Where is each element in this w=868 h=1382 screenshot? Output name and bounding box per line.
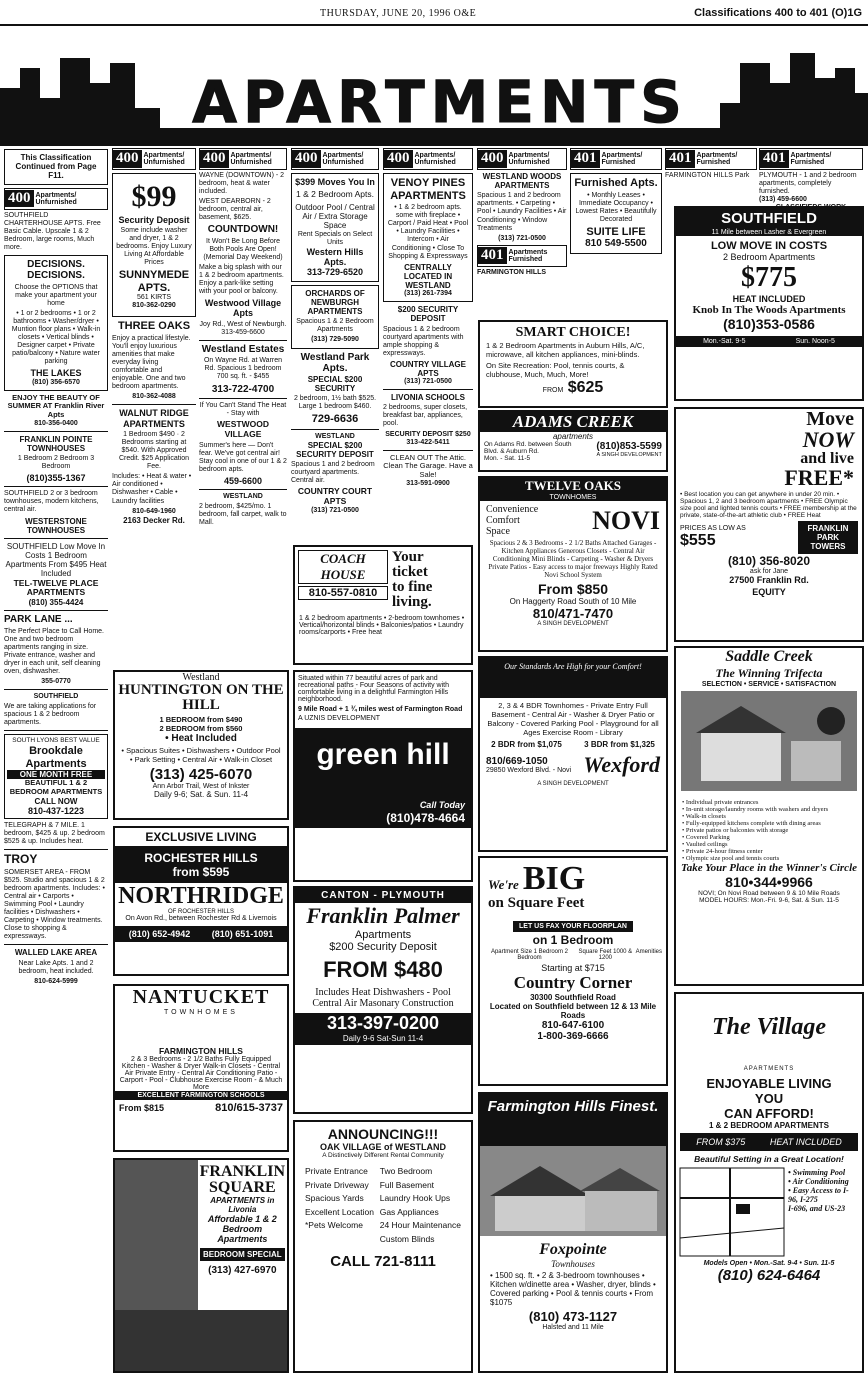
coach-house-phone: 810-557-0810 [298, 586, 388, 600]
smart-choice-ad [478, 320, 668, 408]
village-map [680, 1168, 784, 1256]
huntington-heat: • Heat Included [165, 733, 237, 744]
smart-choice-price: $625 [567, 379, 604, 396]
knob-in-the-woods-ad [674, 206, 864, 401]
oak-village-right [380, 1165, 461, 1247]
adams-creek-ad [478, 410, 668, 472]
oak-village-call: CALL 721-8111 [330, 1252, 436, 1270]
foxpointe-photo [480, 1146, 666, 1236]
fax-floorplan: LET US FAX YOUR FLOORPLAN [513, 921, 633, 932]
westland-park-phone: 729-6636 [311, 412, 359, 425]
lakes-title: THE LAKES [30, 368, 82, 379]
knob-hours [676, 336, 862, 347]
space: Space [486, 526, 510, 537]
knob-hours-weekday: Mon.-Sat. 9-5 [703, 338, 746, 345]
free-word: FREE* [784, 465, 854, 490]
column-2: 400 Apartments/ Unfurnished $99 Security Deposit Some include washer and dryer, 1 & 2 bedrooms. Enjoy Luxury Living At Affordable Prices SUNNYMEDE APTS. 561 KIRTS 810-362-0290 THREE OAKS Enjoy a practical lifestyle. You'll enjoy luxurious amenities that make everyday living comfortable and enjoyable. One and two bedroom apartments. 810-362-4088 WALNUT RIDGE APARTMENTS 1 Bedroom $490 · 2 Bedrooms starting at $540. With Approved Credit. $25 Application Fee. Includes: • Heat & water • Air conditioned • Dishwasher • Cable • Laundry facilities 810-649-1960 2163 Decker Rd. [112, 146, 196, 666]
franklin-square-phone: (313) 427-6970 [208, 1265, 277, 1276]
category-number: 401 [760, 150, 789, 167]
foxpointe-head: Farmington Hills Finest. [480, 1094, 666, 1146]
comfort: Comfort [486, 515, 520, 526]
saddle-creek-ad: Saddle Creek The Winning Trifecta SELECTION • SERVICE • SATISFACTION • Individual private entrances • In-unit storage/laundry rooms with washers and dryers • Walk-in closets • Fully-equipped kitchens complete with dining areas • Private patios or balconies with storage • Covered Parking • Vaulted ceilings • Private 24-hour fitness center • Olympic size pool and tennis courts Take Your Place in the Winner's Circle 810•344•9966 NOVI; On Novi Road between 9 & 10 Mile Roads MODEL HOURS: Mon.-Fri. 9-6, Sat. & Sun. 11-5 [674, 646, 864, 986]
category-header [759, 148, 863, 170]
call-today: Call Today [419, 800, 465, 810]
northridge-sub: OF ROCHESTER HILLS [167, 909, 234, 916]
country-corner-loc: Located on Southfield between 12 & 13 Mile Roads [489, 1002, 657, 1020]
column-9 [759, 146, 863, 206]
westland-towers-special: SPECIAL $200 SECURITY DEPOSIT [296, 440, 374, 459]
western-features: Outdoor Pool / Central Air / Extra Storage Space [295, 203, 375, 231]
franklin-square-ad [113, 1158, 289, 1373]
decisions-title: DECISIONS. DECISIONS. [27, 258, 85, 282]
village-feature: I-696, and US-23 [788, 1204, 846, 1213]
huntington-title: HUNTINGTON ON THE HILL [118, 682, 284, 713]
brookdale-month: ONE MONTH FREE [7, 770, 105, 779]
country-corner-phone1: 810-647-6100 [541, 1020, 605, 1031]
clean-out-ad: CLEAN OUT The Attic. Clean The Garage. Have a Sale! [383, 452, 473, 479]
adams-creek-title: ADAMS CREEK [480, 412, 666, 432]
column-5: 400 Apartments/ Unfurnished VENOY PINES APARTMENTS • 1 & 2 bedroom apts. some with fireplace • Carport / Paid Heat • Pool • Laundry Facilities • Intercom • Air Conditioning • Close To Shopping & Expressways CENTRALLY LOCATED IN WESTLAND (313) 261-7394 $200 SECURITY DEPOSIT Spacious 1 & 2 bedroom courtyard apartments with ample shopping & expressways. COUNTRY VILLAGE APTS (313) 721-0500 LIVONIA SCHOOLS 2 bedrooms, super closets, breakfast bar, appliances, pool. SECURITY DEPOSIT $250 313-422-5411 CLEAN OUT The Attic. Clean The Garage. Have a Sale! 313-591-0900 [383, 146, 473, 541]
venoy-location: CENTRALLY LOCATED IN WESTLAND [403, 262, 453, 290]
village-phone: (810) 624-6464 [717, 1267, 821, 1284]
column-4: 400 Apartments/ Unfurnished $399 Moves You In 1 & 2 Bedroom Apts. Outdoor Pool / Central Air / Extra Storage Space Rent Specials on Select Units Western Hills Apts. 313-729-6520 ORCHARDS OF NEWBURGH APARTMENTS Spacious 1 & 2 Bedroom Apartments (313) 729-5090 Westland Park Apts. SPECIAL $200 SECURITY 2 bedroom, 1½ bath $525. Large 1 bedroom $460. 729-6636 WESTLAND SPECIAL $200 SECURITY DEPOSIT Spacious 1 and 2 bedroom courtyard apartments. Central air. COUNTRY COURT APTS (313) 721-0500 [291, 146, 379, 541]
category-number: 400 [200, 150, 229, 167]
westland-park: Westland Park Apts. [300, 351, 370, 374]
westland-towers: WESTLAND [315, 432, 355, 440]
twelve-oaks-body: Spacious 2 & 3 Bedrooms - 2 1/2 Baths Attached Garages - Kitchen Appliances Generous Closets - Central Air Conditioning Mini Blinds - Carpeting - Washer & Dryers Private Patios - Easy access to major freeways Highly Rated Novi School System [488, 539, 658, 579]
category-number: 401 [478, 247, 507, 264]
village-sub: APARTMENTS [743, 1066, 795, 1072]
category-label: Apartments/ Unfurnished [508, 152, 550, 166]
southfield-2: SOUTHFIELD [33, 693, 79, 701]
country-village-phone: (313) 721-0500 [404, 378, 452, 386]
walled-lake-phone: 810-624-5999 [34, 977, 78, 985]
starting-at: Starting at $715 [541, 963, 605, 973]
smart-choice-title: SMART CHOICE! [515, 325, 631, 340]
ninety-nine-price: $99 [131, 180, 177, 213]
enjoyable-living: ENJOYABLE LIVING [706, 1076, 832, 1091]
oak-village-left [305, 1165, 374, 1247]
knob-hours-sunday: Sun. Noon-5 [795, 338, 835, 345]
country-corner-phone2: 1-800-369-6666 [537, 1031, 609, 1042]
category-header [199, 148, 287, 170]
nantucket-ad [113, 984, 289, 1152]
wexford-ad [478, 656, 668, 852]
nantucket-from: From $815 [119, 1103, 165, 1113]
westland-security: $200 SECURITY DEPOSIT [397, 305, 459, 324]
saddle-creek-sub: SELECTION • SERVICE • SATISFACTION [701, 681, 837, 688]
header-date: THURSDAY, JUNE 20, 1996 O&E [320, 8, 477, 19]
brookdale-city: SOUTH LYONS BEST VALUE [12, 737, 100, 745]
category-header [477, 148, 567, 170]
foxpointe-sub: Townhouses [551, 1259, 595, 1269]
twelve-oaks-phone: 810/471-7470 [532, 606, 614, 621]
category-number: 400 [292, 150, 321, 167]
venoy-phone: (313) 261-7394 [404, 290, 452, 298]
franklin-park-price: $555 [680, 532, 716, 549]
wexford-2bdr: 2 BDR from $1,075 [491, 740, 562, 749]
nantucket-sub: TOWNHOMES [164, 1009, 238, 1016]
two-bed: 2 Bedroom Apartments [722, 252, 816, 262]
village-feature: • Swimming Pool [788, 1168, 846, 1177]
category-header [291, 148, 379, 170]
foxpointe-ad [478, 1092, 668, 1373]
apartments-banner [0, 28, 868, 146]
feature-item: Two Bedroom [379, 1166, 433, 1176]
moves-you-in: $399 Moves You In [295, 177, 375, 187]
franklin-palmer-sub: Apartments [354, 929, 412, 941]
column-6: 400 Apartments/ Unfurnished WESTLAND WOODS APARTMENTS Spacious 1 and 2 bedroom apartments. • Carpeting • Pool • Laundry Facilities • Air Conditioning • Window Treatments (313) 721-0500 401 Apartments Furnished FARMINGTON HILLS [477, 146, 567, 316]
livonia-deposit: SECURITY DEPOSIT $250 [385, 430, 471, 438]
franklin-square-sub: APARTMENTS in Livonia [210, 1196, 275, 1214]
rochester-hills: ROCHESTER HILLS [144, 851, 258, 865]
huntington-phone: (313) 425-6070 [149, 766, 253, 783]
plymouth: PLYMOUTH - 1 and 2 bedroom apartments, completely furnished. [759, 172, 857, 196]
wexford-head: Our Standards Are High for your Comfort! [480, 658, 666, 698]
huntington-city: Westland [182, 672, 220, 683]
twelve-oaks-from: From $850 [537, 581, 609, 597]
village-feature: • Air Conditioning [788, 1177, 849, 1186]
feature-item: Private Entrance [305, 1166, 368, 1176]
franklin-palmer-hours: Daily 9-6 Sat-Sun 11-4 [295, 1034, 471, 1045]
tagline-your: Your [392, 549, 424, 565]
page-header [0, 0, 868, 26]
adams-creek-dev: A SINGH DEVELOPMENT [596, 452, 662, 458]
category-header [665, 148, 757, 170]
southfield-title: SOUTHFIELD [676, 208, 862, 229]
category-number: 400 [113, 150, 142, 167]
on-1-bedroom: on 1 Bedroom [532, 933, 614, 947]
green-hill-ad [293, 670, 473, 882]
column-3: 400 Apartments/ Unfurnished WAYNE (DOWNTOWN) - 2 bedroom, heat & water included. WEST DEARBORN - 2 bedroom, central air, basement, $625. COUNTDOWN! It Won't Be Long Before Both Pools Are Open! (Memorial Day Weekend) Make a big splash with our 1 & 2 bedroom apartments. Enjoy a park-like setting with your pool or balcony. Westwood Village Apts Joy Rd., West of Newburgh. 313-459-6600 Westland Estates On Wayne Rd. at Warren Rd. Spacious 1 bedroom 700 sq. ft. - $455 313-722-4700 If You Can't Stand The Heat - Stay with WESTWOOD VILLAGE Summer's here — Don't fear. We've got central air! Stay cool in one of our 1 & 2 bedroom apts. 459-6600 WESTLAND 2 bedroom, $425/mo. 1 bedroom, fall carpet, walk to Mall. [199, 146, 287, 666]
western-beds: 1 & 2 Bedroom Apts. [296, 189, 374, 200]
coach-house-name: COACH HOUSE [298, 550, 388, 584]
knob-name: Knob In The Woods Apartments [692, 304, 846, 316]
adams-creek-phone: (810)853-5599 [596, 441, 662, 452]
country-corner-addr: 30300 Southfield Road [530, 993, 616, 1002]
category-label: Apartments/ Unfurnished [35, 191, 77, 206]
oak-village-sub: A Distinctively Different Rental Community [322, 1152, 444, 1159]
wexford-body: 2, 3 & 4 BDR Townhomes - Private Entry Full Basement - Central Air - Washer & Dryer Patio or Balcony - Covered Parking Pool - Playground for all Ages Exercise Room - Library [487, 701, 659, 737]
nantucket-title: NANTUCKET [132, 986, 270, 1008]
westerstone: WESTERSTONE TOWNHOUSES [25, 516, 87, 535]
feature-item: *Pets Welcome [305, 1220, 363, 1231]
country-village: COUNTRY VILLAGE APTS [389, 359, 466, 378]
big-word: BIG [522, 860, 586, 897]
walled-lake: WALLED LAKE AREA [14, 948, 98, 958]
category-number: 401 [666, 150, 695, 167]
category-label: Apartments/ Furnished [790, 152, 832, 166]
northridge-logo: NORTHRIDGE [118, 883, 284, 909]
western-hills: Western Hills Apts. [306, 246, 364, 268]
feature-item: Custom Blinds [379, 1233, 435, 1244]
sunnymede: SUNNYMEDE APTS. [118, 269, 190, 294]
westwood-village-phone: 459-6600 [223, 475, 263, 486]
square-feet: on Square Feet [488, 895, 585, 911]
coach-house-ad [293, 545, 473, 665]
feature-item: Gas Appliances [379, 1206, 439, 1217]
suite-life-phone: 810 549-5500 [585, 238, 647, 250]
huntington-1bed: 1 BEDROOM from $490 [159, 715, 243, 724]
exclusive-living: EXCLUSIVE LIVING [115, 828, 287, 847]
coach-house-features: 1 & 2 bedroom apartments • 2-bedroom townhomes • Vertical/horizontal blinds • Balconies/patios • Laundry rooms/carports • Free heat [299, 615, 465, 636]
village-heat: HEAT INCLUDED [769, 1137, 842, 1147]
furnished-apts: Furnished Apts. [574, 177, 658, 189]
brookdale-phone: 810-437-1223 [27, 805, 85, 816]
country-corner: Country Corner [513, 973, 633, 992]
tagline-to-fine: to fine [392, 579, 433, 595]
nantucket-phone: 810/615-3737 [215, 1102, 283, 1114]
brookdale-call: CALL NOW [34, 796, 78, 806]
winning-trifecta: The Winning Trifecta [715, 666, 823, 680]
from-label: FROM [542, 387, 564, 394]
plymouth-phone: (313) 459-6600 [759, 196, 807, 204]
troy: TROY [4, 852, 38, 867]
huntington-features: • Spacious Suites • Dishwashers • Outdoor Pool • Park Setting • Central Air • Walk-in Closet [121, 746, 281, 764]
franklin-palmer-ad [293, 886, 473, 1114]
category-number: 400 [384, 150, 413, 167]
category-number: 400 [478, 150, 507, 167]
knob-price: $775 [741, 262, 797, 293]
category-label: Apartments/ Unfurnished [230, 152, 272, 166]
green-hill-location: 9 Mile Road + 1 ¾ miles west of Farmington Road [298, 706, 463, 713]
now-word: NOW [802, 427, 854, 452]
move-word: Move [806, 408, 854, 430]
foxpointe-features: • 1500 sq. ft. • 2 & 3-bedroom townhouses • Kitchen w/dinette area • Washer, dryer, blinds • Covered parking • Pool & tennis courts • From $1075 [490, 1271, 656, 1307]
were-word: We're [488, 877, 519, 892]
smart-choice-line2: On Site Recreation: Pool, tennis courts, & clubhouse, Much, Much, More! [486, 361, 625, 379]
village-setting: Beautiful Setting in a Great Location! [694, 1154, 844, 1164]
orchards-phone: (313) 729-5090 [311, 336, 359, 344]
banner-title: APARTMENTS [192, 68, 688, 136]
knob-phone: (810)353-0586 [723, 316, 815, 332]
park-lane: PARK LANE ... [4, 614, 73, 626]
walnut-ridge: WALNUT RIDGE APARTMENTS [119, 408, 189, 429]
announcing: ANNOUNCING!!! [327, 1126, 439, 1142]
westland-estates: Westland Estates [201, 343, 285, 355]
bedroom-special: BEDROOM SPECIAL [200, 1248, 285, 1261]
enjoy-ad: ENJOY THE BEAUTY OF SUMMER AT Franklin River Apts [7, 392, 105, 419]
livonia-phone: 313-422-5411 [406, 438, 450, 446]
saddle-creek-photo [681, 691, 857, 791]
franklin-palmer-sec: $200 Security Deposit [329, 941, 437, 953]
wexford-dev: A SINGH DEVELOPMENT [537, 781, 609, 787]
westland-3: WESTLAND [223, 493, 263, 501]
can-afford: CAN AFFORD! [724, 1106, 814, 1121]
rent-specials: Rent Specials on Select Units [297, 230, 373, 246]
farmington-schools: EXCELLENT FARMINGTON SCHOOLS [115, 1091, 287, 1100]
feature-item: Laundry Hook Ups [379, 1193, 451, 1204]
canton-plymouth: CANTON - PLYMOUTH [295, 888, 471, 903]
farmington-hills-furnished: FARMINGTON HILLS [477, 268, 547, 276]
wexford-phone: 810/669-1050 [486, 756, 548, 767]
category-header [112, 148, 196, 170]
park-lane-phone: 355-0770 [41, 678, 71, 686]
category-number: 401 [571, 150, 600, 167]
green-hill-dev: A UZNIS DEVELOPMENT [298, 715, 381, 722]
you: YOU [754, 1091, 784, 1106]
novi: NOVI [592, 505, 660, 535]
enjoy-phone: 810-356-0400 [34, 419, 78, 427]
southfield-low-move: SOUTHFIELD Low Move In Costs 1 Bedroom Apartments From $495 Heat Included [5, 541, 107, 579]
saddle-creek-loc: NOVI; On Novi Road between 9 & 10 Mile Roads [698, 890, 840, 897]
wexford-addr: 29850 Wexford Blvd. - Novi [486, 767, 572, 774]
country-court: COUNTRY COURT APTS [297, 486, 373, 506]
foxpointe-phone: (810) 473-1127 [528, 1309, 618, 1324]
saddle-creek-place: Take Your Place in the Winner's Circle [680, 862, 858, 874]
livonia-schools: LIVONIA SCHOOLS [391, 393, 465, 403]
sunnymede-phone: 810-362-0290 [132, 302, 176, 310]
franklin-park-addr: 27500 Franklin Rd. [729, 575, 809, 585]
adams-creek-hours: Mon. - Sat. 11-5 [484, 455, 531, 462]
westland-woods: WESTLAND WOODS APARTMENTS [482, 172, 562, 191]
huntington-hours: Daily 9-6; Sat. & Sun. 11-4 [153, 790, 249, 799]
brookdale-name: Brookdale Apartments [25, 744, 87, 770]
saddle-creek-hours: MODEL HOURS: Mon.-Fri. 9-6, Sat. & Sun. 11-5 [699, 897, 839, 904]
lakes-phone: (810) 356-6570 [32, 378, 80, 386]
category-header [383, 148, 473, 170]
twelve-oaks-sub: TOWNHOMES [480, 494, 666, 501]
orchards: ORCHARDS OF NEWBURGH APARTMENTS [305, 288, 365, 317]
the-village-logo: The Village [712, 1014, 826, 1040]
category-label: Apartments Furnished [508, 248, 548, 263]
tel-twelve-phone: (810) 355-4424 [28, 598, 84, 608]
convenience: Convenience [486, 504, 539, 515]
nantucket-city: FARMINGTON HILLS [159, 1046, 243, 1056]
adams-creek-sub: apartments [552, 432, 594, 441]
category-label: Apartments/ Unfurnished [143, 152, 185, 166]
village-from: FROM $375 [696, 1137, 746, 1147]
twelve-oaks-loc: On Haggerty Road South of 10 Mile [509, 597, 637, 606]
column-7: 401 Apartments/ Furnished Furnished Apts. • Monthly Leases • Immediate Occupancy • Lowest Rates • Beautifully Decorated SUITE LIFE 810 549-5500 [570, 146, 662, 316]
wexford-logo: Wexford [583, 752, 660, 777]
heat-included: HEAT INCLUDED [732, 294, 806, 304]
franklin-pointe-phone: (810)355-1367 [26, 473, 86, 484]
category-label: Apartments/ Unfurnished [322, 152, 364, 166]
village-hours: Models Open • Mon.-Sat. 9-4 • Sun. 11-5 [703, 1260, 835, 1267]
village-beds: 1 & 2 BEDROOM APARTMENTS [708, 1121, 829, 1130]
three-oaks: THREE OAKS [117, 320, 191, 333]
security-deposit: Security Deposit [118, 214, 190, 225]
village-feature: • Easy Access to I-96, I-275 [788, 1186, 849, 1204]
franklin-palmer-title: Franklin Palmer [306, 903, 460, 928]
nantucket-body: 2 & 3 Bedrooms - 2 1/2 Baths Fully Equipped Kitchen - Washer & Dryer Walk-in Closets - Central Air Private Entry - Central Air Conditioning Patio - Carport - Pool - Clubhouse Exercise Room - & Much More [119, 1056, 283, 1091]
header-classifications: Classifications 400 to 401 [694, 7, 828, 19]
country-corner-ad: We're BIG on Square Feet LET US FAX YOUR FLOORPLAN on 1 Bedroom Apartment Size 1 Bedroom 2 Bedroom Square Feet 1000 & 1200 Amenities Starting at $715 Country Corner 30300 Southfield Road Located on Southfield between 12 & 13 Mile Roads 810-647-6100 1-800-369-6666 [478, 856, 668, 1086]
adams-creek-location: On Adams Rd. between South Blvd. & Auburn Rd. [484, 441, 572, 455]
westland-estates-phone: 313-722-4700 [211, 383, 275, 395]
country-court-phone: (313) 721-0500 [311, 506, 359, 514]
franklin-palmer-includes: Includes Heat Dishwashers - Pool Central Air Masonary Construction [312, 987, 454, 1009]
twelve-oaks-dev: A SINGH DEVELOPMENT [537, 621, 609, 627]
tel-twelve: TEL-TWELVE PLACE APARTMENTS [13, 577, 99, 598]
brookdale-beds: BEAUTIFUL 1 & 2 BEDROOM APARTMENTS [9, 778, 103, 796]
category-label: Apartments/ Furnished [601, 152, 643, 166]
twelve-oaks-title: TWELVE OAKS [480, 478, 666, 494]
twelve-oaks-ad [478, 476, 668, 652]
category-number: 400 [5, 190, 34, 207]
clean-out-phone: 313-591-0900 [406, 479, 450, 487]
feature-item: Spacious Yards [305, 1193, 364, 1204]
westland-park-special: SPECIAL $200 SECURITY [307, 374, 363, 393]
foxpointe-name: Foxpointe [539, 1241, 607, 1258]
category-label: Apartments/ Furnished [696, 152, 738, 166]
tagline-living: living. [392, 594, 432, 610]
venoy-pines: VENOY PINES APARTMENTS [390, 177, 466, 202]
column-1: This Classification Continued from Page F11. 400 Apartments/ Unfurnished SOUTHFIELD CHARTERHOUSE APTS. Free Basic Cable. Upscale 1 & 2 Bedroom, large rooms, Much more. DECISIONS. DECISIONS. Choose the OPTIONS that make your apartment your home • 1 or 2 bedrooms • 1 or 2 bathrooms • Washer/dryer • Muntion floor plans • Walk-in closets • Vertical blinds • Designer carpet • Private patio/balcony • Nature water parking THE LAKES (810) 356-6570 ENJOY THE BEAUTY OF SUMMER AT Franklin River Apts 810-356-0400 FRANKLIN POINTE TOWNHOUSES 1 Bedroom 2 Bedroom 3 Bedroom (810)355-1367 SOUTHFIELD 2 or 3 bedroom townhouses, modern kitchens, central air. WESTERSTONE TOWNHOUSES SOUTHFIELD Low Move In Costs 1 Bedroom Apartments From $495 Heat Included TEL-TWELVE PLACE APARTMENTS (810) 355-4424 PARK LANE ... The Perfect Place to Call Home. One and two bedroom apartments ranging in size. Private entrance, washer and dryer in each unit, self cleaning oven, dishwasher. 355-0770 SOUTHFIELD We are taking applications for spacious 1 & 2 bedroom apartments. SOUTH LYONS BEST VALUE Brookdale Apartments ONE MONTH FREE BEAUTIFUL 1 & 2 BEDROOM APARTMENTS CALL NOW 810-437-1223 TELEGRAPH & 7 MILE. 1 bedroom, $425 & up. 2 bedroom $525 & up. Includes heat. TROY SOMERSET AREA - FROM $525. Studio and spacious 1 & 2 bedroom apartments. Includes: • Central air • Carports • Swimming Pool • Laundry facilities • Dishwashers • Carpeting • Window treatments. Close to shopping & expressways. WALLED LAKE AREA Near Lake Apts. 1 and 2 bedroom, heat included. 810-624-5999 [4, 146, 108, 1376]
suite-life: SUITE LIFE [586, 225, 646, 238]
franklin-square-afford: Affordable 1 & 2 Bedroom Apartments [207, 1214, 277, 1244]
franklin-palmer-price: FROM $480 [323, 957, 443, 982]
huntington-ad [113, 670, 289, 820]
walnut-ridge-phone: 810-649-1960 [132, 507, 176, 515]
farmington-park: FARMINGTON HILLS Park [665, 172, 750, 179]
huntington-2bed: 2 BEDROOM from $560 [159, 724, 243, 733]
green-hill-logo: green hill [316, 738, 450, 771]
franklin-park-phone: (810) 356-8020 [727, 554, 811, 568]
category-header [570, 148, 662, 170]
countdown: COUNTDOWN! [207, 224, 279, 236]
wexford-3bdr: 3 BDR from $1,325 [584, 740, 655, 749]
westwood: Westwood Village Apts [204, 298, 282, 319]
equity-logo: EQUITY [752, 587, 786, 597]
saddle-creek-title: Saddle Creek [725, 648, 813, 665]
northridge-phone1: (810) 652-4942 [128, 929, 191, 940]
prices-label: PRICES AS LOW AS [680, 525, 746, 532]
foxpointe-loc: Halsted and 11 Mile [542, 1324, 604, 1331]
franklin-park-towers-ad: Move NOW and live FREE* • Best location you can get anywhere in under 20 min. • Spacious 1, 2 and 3 bedroom apartments • FREE Olympic size pool and lighted tennis courts • FREE membership at the private, state-of-the-art athletic club • FREE Heat PRICES AS LOW AS $555 FRANKLIN PARK TOWERS (810) 356-8020 ask for Jane 27500 Franklin Rd. EQUITY [674, 407, 864, 642]
low-move-in: LOW MOVE IN COSTS [710, 240, 828, 252]
three-oaks-phone: 810-362-4088 [132, 393, 176, 401]
northridge-ad: EXCLUSIVE LIVING ROCHESTER HILLS from $595 NORTHRIDGE OF ROCHESTER HILLS On Avon Rd., between Rochester Rd & Livernois (810) 652-4942 (810) 651-1091 [113, 826, 289, 976]
feature-item: Private Driveway [305, 1179, 369, 1190]
feature-item: Full Basement [379, 1179, 435, 1190]
continued-note: This Classification Continued from Page F11. [4, 149, 108, 185]
huntington-addr: Ann Arbor Trail, West of Inkster [152, 783, 250, 790]
column-8 [665, 146, 757, 206]
header-page: (O)1G [831, 7, 862, 19]
westwood-village: WESTWOOD VILLAGE [217, 419, 269, 439]
franklin-square-title: FRANKLIN SQUARE [199, 1163, 285, 1196]
green-hill-body: Situated within 77 beautiful acres of park and recreational paths - Four Seasons of activity with comfortable living in a delightful Farmington Hills neighborhood. [298, 675, 449, 703]
category-label: Apartments/ Unfurnished [414, 152, 456, 166]
franklin-pointe: FRANKLIN POINTE TOWNHOUSES [19, 434, 93, 453]
feature-item: 24 Hour Maintenance [379, 1220, 461, 1231]
southfield-sub: 11 Mile between Lasher & Evergreen [676, 229, 862, 236]
oak-village-ad [293, 1120, 473, 1373]
smart-choice-line1: 1 & 2 Bedroom Apartments in Auburn Hills, A/C, microwave, all kitchen appliances, mini-blinds. [486, 341, 645, 359]
sunnymede-addr: 561 KIRTS [136, 294, 172, 302]
ask-for: ask for Jane [749, 568, 789, 575]
walnut-ridge-addr: 2163 Decker Rd. [123, 515, 185, 525]
green-hill-phone: (810)478-4664 [386, 811, 465, 825]
northridge-phone2: (810) 651-1091 [211, 929, 274, 940]
and-live: and live [800, 450, 854, 467]
westland-woods-phone: (313) 721-0500 [498, 234, 546, 242]
saddle-creek-phone: 810•344•9966 [725, 874, 813, 890]
category-header [4, 188, 108, 210]
category-header-401 [477, 245, 567, 267]
franklin-park-logo: FRANKLIN PARK TOWERS [798, 521, 858, 554]
western-hills-phone: 313-729-6520 [306, 267, 364, 278]
oak-village-name: OAK VILLAGE of WESTLAND [320, 1142, 446, 1152]
franklin-palmer-phone: 313-397-0200 [295, 1013, 471, 1034]
tagline-ticket: ticket [392, 564, 428, 580]
feature-item: Excellent Location [305, 1206, 374, 1217]
the-village-ad [674, 992, 864, 1373]
northridge-from: from $595 [172, 865, 230, 879]
